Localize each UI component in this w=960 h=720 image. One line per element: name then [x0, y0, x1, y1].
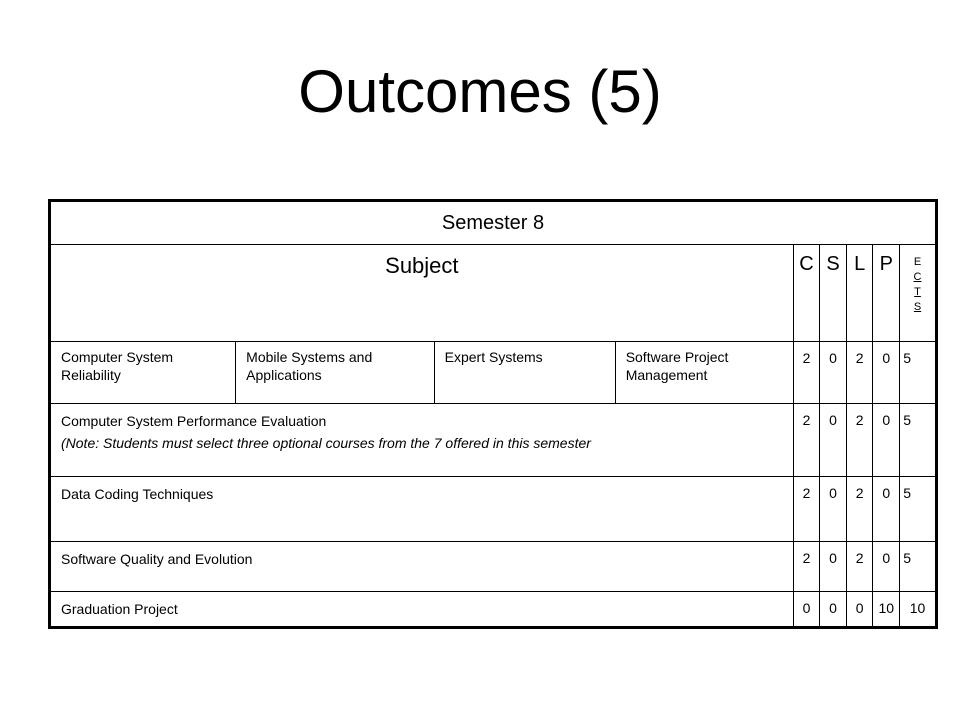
ects-letter: C [913, 271, 922, 283]
course-cell: Expert Systems [434, 342, 615, 404]
semester-table [48, 199, 938, 629]
course-cell: Mobile Systems and Applications [236, 342, 434, 404]
course-cell: Graduation Project [50, 592, 794, 628]
c-value: 2 [793, 477, 820, 542]
ects-value: 5 [900, 542, 937, 592]
ects-letter: S [913, 301, 922, 313]
ects-header [900, 245, 937, 342]
ects-value: 5 [900, 404, 937, 477]
l-value: 2 [846, 477, 873, 542]
table-row [50, 477, 937, 542]
p-value: 0 [873, 542, 900, 592]
subject-header: Subject [50, 245, 794, 342]
table-row [50, 342, 937, 404]
c-value: 2 [793, 342, 820, 404]
table-row [50, 592, 937, 628]
c-value: 0 [793, 592, 820, 628]
s-value: 0 [820, 592, 847, 628]
course-name: Computer System Performance Evaluation [61, 413, 327, 429]
course-cell: Computer System Reliability [50, 342, 236, 404]
table-row [50, 404, 937, 477]
s-value: 0 [820, 342, 847, 404]
ects-value: 5 [900, 477, 937, 542]
p-value: 0 [873, 342, 900, 404]
slide-title: Outcomes (5) [298, 58, 662, 125]
course-cell: Software Project Management [615, 342, 793, 404]
c-header: C [793, 245, 820, 342]
p-header: P [873, 245, 900, 342]
l-value: 2 [846, 542, 873, 592]
table-row [50, 542, 937, 592]
p-value: 10 [873, 592, 900, 628]
p-value: 0 [873, 477, 900, 542]
s-value: 0 [820, 477, 847, 542]
semester-row [50, 201, 937, 245]
s-value: 0 [820, 542, 847, 592]
course-cell: Data Coding Techniques [50, 477, 794, 542]
l-value: 2 [846, 404, 873, 477]
semester-heading: Semester 8 [50, 201, 937, 245]
selection-note: (Note: Students must select three optional courses from the 7 offered in this semester [61, 435, 591, 451]
ects-value: 10 [900, 592, 937, 628]
course-cell: Software Quality and Evolution [50, 542, 794, 592]
course-cell [50, 404, 794, 477]
p-value: 0 [873, 404, 900, 477]
ects-letter: T [914, 286, 921, 298]
l-header: L [846, 245, 873, 342]
ects-value: 5 [900, 342, 937, 404]
l-value: 2 [846, 342, 873, 404]
s-value: 0 [820, 404, 847, 477]
s-header: S [820, 245, 847, 342]
l-value: 0 [846, 592, 873, 628]
header-row [50, 245, 937, 342]
ects-letter: E [913, 256, 922, 268]
c-value: 2 [793, 404, 820, 477]
c-value: 2 [793, 542, 820, 592]
